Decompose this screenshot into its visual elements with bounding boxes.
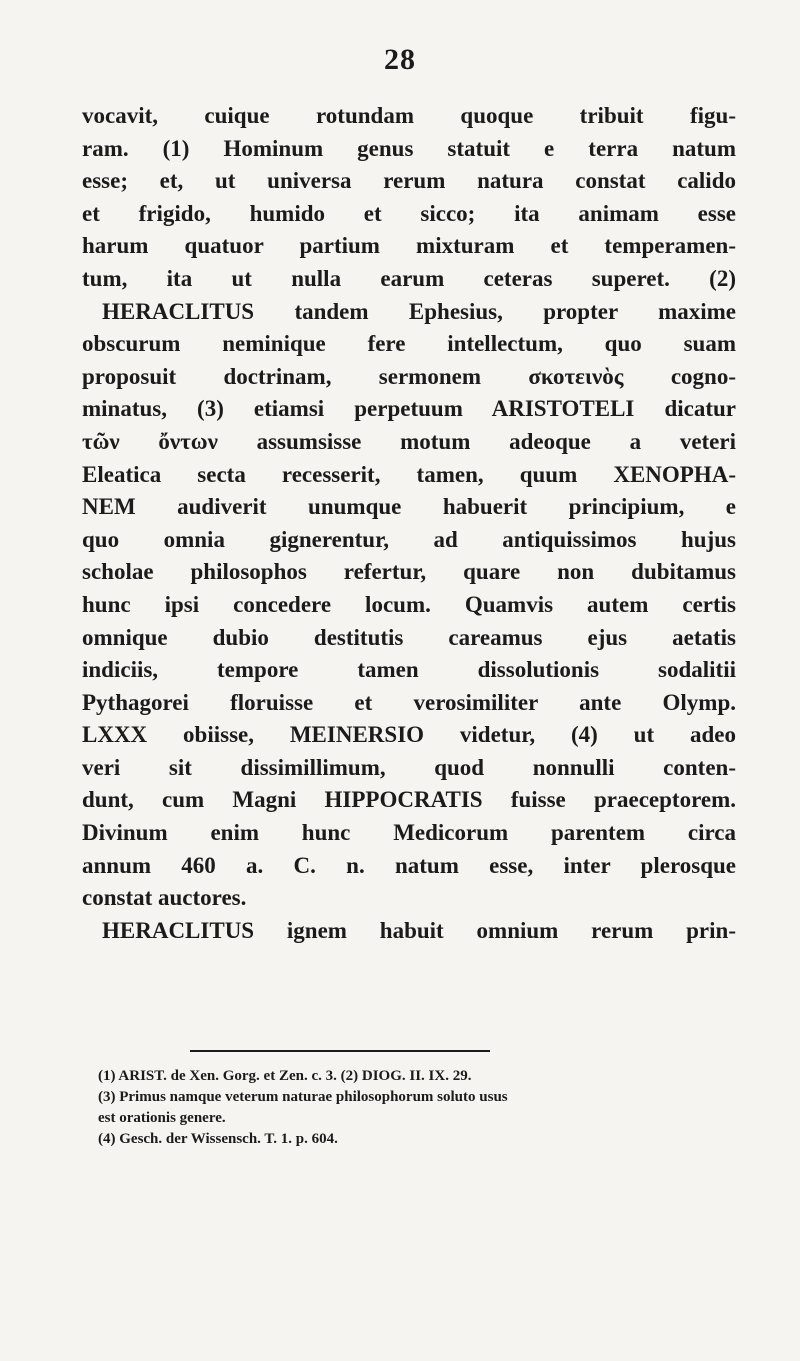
text-line: dunt, cum Magni HIPPOCRATIS fuisse praeceptorem. [82,787,736,813]
text-line: vocavit, cuique rotundam quoque tribuit figu- [82,103,736,128]
text-line: et frigido, humido et sicco; ita animam esse [82,200,736,226]
text-line: veri sit dissimillimum, quod nonnulli conten- [82,754,736,780]
text-line: hunc ipsi concedere locum. Quamvis autem certis [82,591,736,617]
text-line: Divinum enim hunc Medicorum parentem circa [82,820,736,846]
footnote: est orationis genere. [98,1110,226,1126]
text-line: τῶν ὄντων assumsisse motum adeoque a veteri [82,428,736,454]
text-line: Pythagorei floruisse et verosimiliter ante Olymp. [82,689,736,715]
text-line: NEM audiverit unumque habuerit principium, e [82,494,736,520]
text-line: omnique dubio destitutis careamus ejus aetatis [82,624,736,650]
text-line: minatus, (3) etiamsi perpetuum ARISTOTELI dicatur [82,396,736,422]
text-line: harum quatuor partium mixturam et temperamen- [82,233,736,259]
footnote: (3) Primus namque veterum naturae philosophorum soluto usus [98,1089,508,1105]
footnote-divider [190,1050,490,1052]
text-line: LXXX obiisse, MEINERSIO videtur, (4) ut adeo [82,722,736,748]
text-line: HERACLITUS tandem Ephesius, propter maxime [102,298,736,324]
text-line: quo omnia gignerentur, ad antiquissimos hujus [82,526,736,552]
body-text [82,100,736,947]
page-number: 28 [384,43,416,76]
text-line: tum, ita ut nulla earum ceteras superet. (2) [82,265,736,291]
text-line: constat auctores. [82,885,247,911]
text-line: indiciis, tempore tamen dissolutionis sodalitii [82,657,736,683]
footnote: (1) ARIST. de Xen. Gorg. et Zen. c. 3. (2) DIOG. II. IX. 29. [98,1068,472,1084]
text-line: ram. (1) Hominum genus statuit e terra natum [82,135,736,161]
text-line: proposuit doctrinam, sermonem σκοτεινὸς cogno- [82,363,736,389]
text-line: scholae philosophos refertur, quare non dubitamus [82,559,736,585]
text-line: annum 460 a. C. n. natum esse, inter plerosque [82,852,736,878]
text-line: HERACLITUS ignem habuit omnium rerum prin- [102,917,736,943]
footnotes [98,1066,728,1150]
text-line: esse; et, ut universa rerum natura constat calido [82,168,736,194]
text-line: Eleatica secta recesserit, tamen, quum XENOPHA- [82,461,736,487]
text-line: obscurum neminique fere intellectum, quo suam [82,331,736,357]
footnote: (4) Gesch. der Wissensch. T. 1. p. 604. [98,1131,338,1147]
